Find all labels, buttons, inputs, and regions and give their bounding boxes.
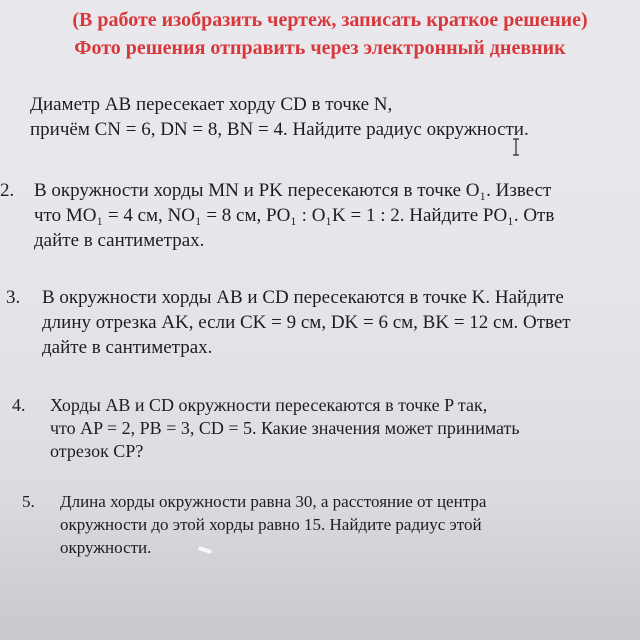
task-line: отрезок CP? [50, 441, 144, 461]
task-line: В окружности хорды AB и CD пересекаются в точке K. Найдите [42, 287, 564, 308]
task-3 [6, 285, 571, 360]
instruction-header-line-1: (В работе изобразить чертеж, записать краткое решение) [72, 9, 588, 31]
task-line: окружности до этой хорды равно 15. Найдите радиус этой [60, 515, 482, 534]
instruction-header-line-2: Фото решения отправить через электронный дневник [74, 37, 566, 59]
task-line: что MO₁ = 4 см, NO₁ = 8 см, PO₁ : O₁K = 1 : 2. Найдите PO₁. Отв [34, 205, 555, 226]
task-line: Хорды AB и CD окружности пересекаются в точке P так, [50, 395, 488, 415]
task-line: что AP = 2, PB = 3, CD = 5. Какие значения может принимать [50, 418, 520, 438]
task-5 [22, 490, 487, 559]
task-line: дайте в сантиметрах. [42, 337, 213, 358]
task-1 [30, 92, 529, 142]
task-line: Диаметр AB пересекает хорду CD в точке N, [30, 94, 393, 115]
task-line: причём CN = 6, DN = 8, BN = 4. Найдите радиус окружности. [30, 119, 529, 140]
task-number: 3. [6, 287, 21, 308]
task-number: 2. [0, 180, 15, 201]
text-cursor-icon [512, 138, 520, 156]
task-4 [12, 394, 520, 463]
task-line: окружности. [60, 538, 152, 557]
task-number: 4. [12, 395, 26, 415]
task-2 [0, 178, 555, 253]
task-number: 5. [22, 492, 35, 511]
task-line: длину отрезка AK, если CK = 9 см, DK = 6 см, BK = 12 см. Ответ [42, 312, 571, 333]
task-line: Длина хорды окружности равна 30, а расстояние от центра [60, 492, 487, 511]
task-line: дайте в сантиметрах. [34, 230, 205, 251]
task-line: В окружности хорды MN и PK пересекаются в точке O₁. Извест [34, 180, 552, 201]
